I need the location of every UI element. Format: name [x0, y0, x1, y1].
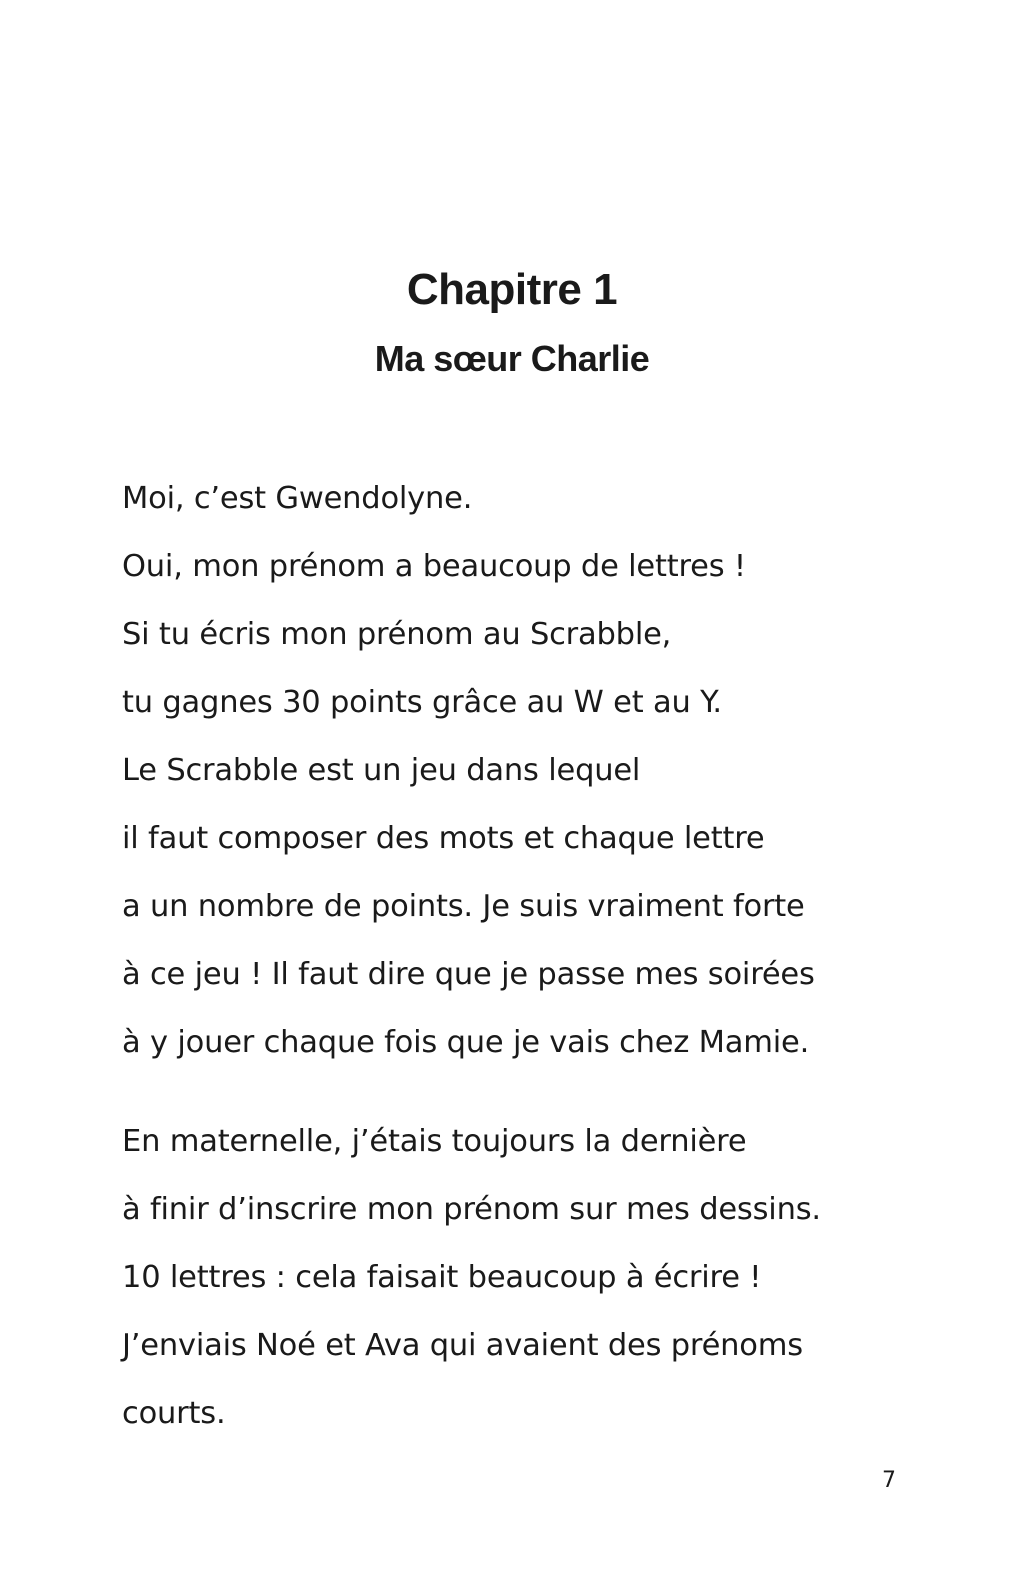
text-line: à ce jeu ! Il faut dire que je passe mes soirées: [122, 957, 815, 992]
paragraph-2: [122, 1108, 922, 1448]
text-line: Le Scrabble est un jeu dans lequel: [122, 753, 641, 788]
text-line: il faut composer des mots et chaque lettre: [122, 821, 765, 856]
page-number: 7: [882, 1468, 896, 1493]
text-line: J’enviais Noé et Ava qui avaient des prénoms: [122, 1328, 803, 1363]
text-line: 10 lettres : cela faisait beaucoup à écrire !: [122, 1260, 762, 1295]
text-line: Moi, c’est Gwendolyne.: [122, 481, 473, 516]
text-line: Si tu écris mon prénom au Scrabble,: [122, 617, 672, 652]
text-line: tu gagnes 30 points grâce au W et au Y.: [122, 685, 722, 720]
chapter-subtitle: Ma sœur Charlie: [374, 338, 650, 379]
paragraph-1: [122, 465, 922, 1077]
text-line: courts.: [122, 1396, 226, 1431]
text-line: En maternelle, j’étais toujours la dernière: [122, 1124, 747, 1159]
chapter-title: Chapitre 1: [406, 265, 618, 314]
text-line: a un nombre de points. Je suis vraiment forte: [122, 889, 805, 924]
text-line: Oui, mon prénom a beaucoup de lettres !: [122, 549, 746, 584]
text-line: à y jouer chaque fois que je vais chez Mamie.: [122, 1025, 810, 1060]
text-line: à finir d’inscrire mon prénom sur mes dessins.: [122, 1192, 821, 1227]
